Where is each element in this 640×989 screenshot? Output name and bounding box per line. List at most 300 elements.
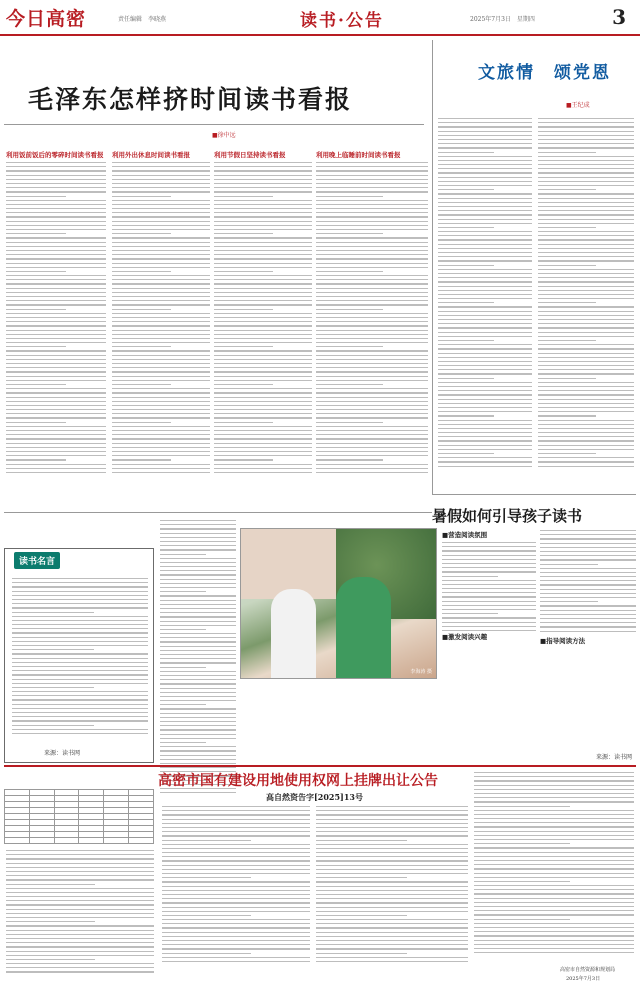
text-line	[316, 392, 428, 393]
text-line	[540, 572, 636, 573]
text-line	[6, 237, 106, 238]
text-line	[538, 156, 634, 157]
quotes-source: 来源：读书网	[44, 750, 81, 757]
text-line	[438, 306, 532, 307]
text-line	[316, 405, 428, 406]
text-line	[538, 440, 634, 441]
text-line	[112, 271, 171, 272]
text-line	[316, 443, 428, 444]
photo-caption: 李海涛 摄	[410, 669, 432, 675]
text-line	[438, 394, 532, 395]
poem-column-2	[538, 118, 634, 470]
text-line	[438, 315, 532, 316]
text-line	[112, 250, 210, 251]
text-line	[474, 935, 634, 936]
text-line	[438, 361, 532, 362]
text-line	[316, 894, 468, 895]
text-line	[162, 894, 310, 895]
text-line	[214, 229, 312, 230]
text-line	[316, 367, 428, 368]
text-line	[316, 877, 407, 878]
text-line	[6, 179, 106, 180]
text-line	[12, 720, 148, 721]
text-line	[538, 369, 634, 370]
text-line	[474, 910, 634, 911]
text-line	[160, 549, 236, 550]
text-line	[538, 461, 634, 462]
text-line	[316, 451, 428, 452]
parcel-table	[4, 789, 154, 844]
text-line	[6, 909, 154, 910]
text-line	[214, 179, 312, 180]
text-line	[12, 607, 148, 608]
text-line	[214, 330, 312, 331]
text-line	[6, 296, 106, 297]
text-line	[12, 591, 148, 592]
text-line	[474, 952, 634, 953]
summer-column-1	[442, 530, 536, 634]
text-line	[538, 256, 634, 257]
text-line	[12, 712, 148, 713]
text-line	[214, 464, 312, 465]
text-line	[12, 674, 148, 675]
text-line	[112, 191, 210, 192]
text-line	[474, 885, 634, 886]
text-line	[438, 365, 532, 366]
text-line	[438, 466, 532, 467]
text-line	[438, 273, 532, 274]
text-line	[438, 336, 532, 337]
text-line	[214, 459, 273, 460]
text-line	[316, 162, 428, 163]
text-line	[442, 542, 536, 543]
text-line	[12, 612, 94, 613]
text-line	[6, 875, 154, 876]
text-line	[160, 755, 236, 756]
text-line	[6, 971, 154, 972]
page-header	[0, 0, 640, 36]
text-line	[540, 618, 636, 619]
text-line	[6, 250, 106, 251]
text-line	[438, 260, 532, 261]
text-line	[538, 281, 634, 282]
text-line	[160, 650, 236, 651]
text-line	[538, 311, 634, 312]
text-line	[160, 604, 236, 605]
text-line	[160, 671, 236, 672]
text-line	[160, 725, 236, 726]
text-line	[112, 309, 171, 310]
text-line	[316, 422, 383, 423]
text-line	[214, 263, 312, 264]
text-line	[538, 248, 634, 249]
text-line	[162, 860, 310, 861]
text-line	[316, 283, 428, 284]
text-line	[112, 409, 210, 410]
text-line	[162, 902, 310, 903]
text-line	[316, 961, 468, 962]
text-line	[6, 267, 106, 268]
text-line	[438, 156, 532, 157]
text-line	[438, 118, 532, 119]
text-line	[540, 580, 636, 581]
text-line	[538, 373, 634, 374]
text-line	[112, 380, 210, 381]
text-line	[316, 317, 428, 318]
subhead-4: 利用晚上临睡前时间读书看报	[316, 151, 401, 159]
text-line	[160, 696, 236, 697]
text-line	[160, 717, 236, 718]
text-line	[438, 403, 532, 404]
text-line	[214, 401, 312, 402]
notice-title: 高密市国有建设用地使用权网上挂牌出让公告	[158, 773, 438, 789]
text-line	[474, 772, 634, 773]
text-line	[6, 946, 154, 947]
text-line	[214, 371, 312, 372]
text-line	[214, 350, 312, 351]
text-line	[160, 537, 236, 538]
text-line	[438, 449, 532, 450]
text-line	[6, 317, 106, 318]
text-line	[438, 143, 532, 144]
text-line	[316, 890, 468, 891]
text-line	[540, 543, 636, 544]
text-line	[538, 298, 634, 299]
text-line	[214, 422, 273, 423]
text-line	[538, 265, 596, 266]
text-line	[438, 348, 532, 349]
text-line	[474, 806, 570, 807]
text-line	[112, 162, 210, 163]
text-line	[538, 181, 634, 182]
text-line	[316, 371, 428, 372]
text-line	[214, 267, 312, 268]
text-line	[112, 422, 171, 423]
text-line	[538, 219, 634, 220]
text-line	[160, 708, 236, 709]
text-line	[538, 466, 634, 467]
text-line	[112, 447, 210, 448]
text-line	[474, 835, 634, 836]
notice-number: 高自然资告字[2025]13号	[266, 792, 363, 802]
text-line	[6, 422, 66, 423]
text-line	[438, 277, 532, 278]
summer-source: 来源：读书网	[596, 754, 633, 761]
text-line	[438, 152, 494, 153]
text-line	[438, 281, 532, 282]
text-line	[316, 187, 428, 188]
text-line	[12, 662, 148, 663]
text-line	[316, 233, 383, 234]
text-line	[442, 580, 536, 581]
text-line	[316, 334, 428, 335]
text-line	[474, 889, 634, 890]
text-line	[160, 688, 236, 689]
text-line	[538, 403, 634, 404]
text-line	[442, 617, 536, 618]
text-line	[214, 237, 312, 238]
text-line	[162, 907, 310, 908]
text-line	[316, 430, 428, 431]
text-line	[6, 359, 106, 360]
text-line	[112, 187, 210, 188]
text-line	[162, 944, 310, 945]
text-line	[214, 275, 312, 276]
text-line	[112, 313, 210, 314]
text-line	[442, 605, 536, 606]
text-line	[214, 300, 312, 301]
text-line	[112, 438, 210, 439]
text-line	[316, 856, 468, 857]
text-line	[12, 641, 148, 642]
text-line	[160, 591, 206, 592]
text-line	[160, 692, 236, 693]
poem-title: 文旅情 颂党恩	[478, 63, 611, 83]
text-line	[112, 330, 210, 331]
text-line	[538, 386, 634, 387]
text-line	[6, 938, 154, 939]
text-line	[538, 390, 634, 391]
text-line	[112, 376, 210, 377]
text-line	[112, 359, 210, 360]
text-line	[214, 200, 312, 201]
text-line	[538, 319, 634, 320]
text-line	[474, 927, 634, 928]
text-line	[160, 566, 236, 567]
text-line	[112, 451, 210, 452]
text-line	[12, 691, 148, 692]
text-line	[162, 936, 310, 937]
text-line	[6, 258, 106, 259]
text-line	[12, 699, 148, 700]
text-line	[316, 852, 468, 853]
text-line	[214, 409, 312, 410]
text-line	[214, 208, 312, 209]
text-line	[214, 376, 312, 377]
text-line	[538, 336, 634, 337]
text-line	[112, 443, 210, 444]
article-column-4	[316, 148, 428, 476]
section-title: 读书·公告	[300, 11, 384, 31]
text-line	[112, 263, 210, 264]
text-line	[438, 248, 532, 249]
text-line	[214, 438, 312, 439]
text-line	[438, 461, 532, 462]
text-line	[160, 616, 236, 617]
text-line	[112, 459, 171, 460]
text-line	[6, 871, 154, 872]
text-line	[6, 191, 106, 192]
text-line	[538, 453, 596, 454]
text-line	[112, 405, 210, 406]
text-line	[442, 596, 536, 597]
text-line	[316, 898, 468, 899]
text-line	[316, 355, 428, 356]
text-line	[6, 304, 106, 305]
text-line	[438, 265, 494, 266]
text-line	[438, 319, 532, 320]
text-line	[538, 365, 634, 366]
text-line	[316, 923, 468, 924]
text-line	[112, 175, 210, 176]
text-line	[112, 283, 210, 284]
text-line	[214, 242, 312, 243]
text-line	[538, 252, 634, 253]
text-line	[6, 371, 106, 372]
issue-date: 2025年7月3日 星期四	[470, 16, 535, 23]
text-line	[316, 447, 428, 448]
text-line	[538, 344, 634, 345]
text-line	[112, 204, 210, 205]
text-line	[540, 589, 636, 590]
summer-point-3: ■指导阅读方法	[540, 637, 586, 645]
text-line	[474, 797, 634, 798]
text-line	[538, 122, 634, 123]
text-line	[162, 827, 310, 828]
text-line	[6, 438, 106, 439]
text-line	[6, 346, 66, 347]
text-line	[316, 296, 428, 297]
text-line	[6, 242, 106, 243]
text-line	[538, 235, 634, 236]
text-line	[12, 666, 148, 667]
text-line	[316, 380, 428, 381]
text-line	[538, 239, 634, 240]
text-line	[112, 464, 210, 465]
text-line	[474, 793, 634, 794]
text-line	[438, 210, 532, 211]
text-line	[160, 738, 236, 739]
text-line	[316, 948, 468, 949]
text-line	[474, 940, 634, 941]
text-line	[160, 729, 236, 730]
text-line	[214, 359, 312, 360]
text-line	[214, 221, 312, 222]
notice-issuer: 高密市自然资源和规划局	[560, 967, 616, 973]
text-line	[162, 957, 310, 958]
text-line	[438, 290, 532, 291]
text-line	[6, 166, 106, 167]
text-line	[6, 246, 106, 247]
text-line	[438, 122, 532, 123]
text-line	[12, 616, 148, 617]
text-line	[316, 388, 428, 389]
text-line	[112, 246, 210, 247]
text-line	[6, 455, 106, 456]
text-line	[316, 325, 428, 326]
text-line	[540, 593, 636, 594]
text-line	[6, 417, 106, 418]
text-line	[162, 844, 310, 845]
text-line	[442, 622, 536, 623]
text-line	[438, 420, 532, 421]
text-line	[538, 361, 634, 362]
text-line	[214, 334, 312, 335]
text-line	[316, 170, 428, 171]
text-line	[438, 390, 532, 391]
text-line	[112, 413, 210, 414]
text-line	[12, 582, 148, 583]
text-line	[162, 848, 310, 849]
text-line	[316, 932, 468, 933]
text-line	[438, 219, 532, 220]
text-line	[6, 330, 106, 331]
text-line	[442, 584, 536, 585]
text-line	[438, 298, 532, 299]
text-line	[438, 214, 532, 215]
text-line	[162, 873, 310, 874]
text-line	[538, 231, 634, 232]
text-line	[438, 235, 532, 236]
text-line	[6, 216, 106, 217]
masthead-logo: 今日高密	[6, 8, 87, 30]
text-line	[214, 342, 312, 343]
editor-credit: 责任编辑 李晓燕	[118, 16, 167, 23]
text-line	[214, 397, 312, 398]
text-line	[6, 934, 154, 935]
text-line	[214, 338, 312, 339]
text-line	[474, 923, 634, 924]
text-line	[160, 654, 236, 655]
text-line	[538, 378, 596, 379]
text-line	[112, 455, 210, 456]
text-line	[316, 342, 428, 343]
text-line	[316, 309, 383, 310]
text-line	[438, 436, 532, 437]
text-line	[12, 620, 148, 621]
text-line	[12, 729, 148, 730]
text-line	[438, 294, 532, 295]
text-line	[316, 200, 428, 201]
text-line	[214, 309, 273, 310]
text-line	[442, 613, 498, 614]
text-line	[6, 850, 154, 851]
text-line	[160, 667, 206, 668]
text-line	[214, 254, 312, 255]
text-line	[214, 380, 312, 381]
text-line	[162, 810, 310, 811]
text-line	[214, 258, 312, 259]
text-line	[316, 267, 428, 268]
text-line	[6, 917, 154, 918]
text-line	[474, 931, 634, 932]
text-line	[162, 869, 310, 870]
text-line	[538, 327, 634, 328]
text-line	[438, 177, 532, 178]
text-line	[474, 780, 634, 781]
text-line	[316, 250, 428, 251]
text-line	[316, 919, 468, 920]
text-line	[538, 198, 634, 199]
text-line	[112, 321, 210, 322]
text-line	[316, 944, 468, 945]
text-line	[12, 670, 148, 671]
text-line	[540, 551, 636, 552]
text-line	[540, 576, 636, 577]
text-line	[6, 921, 95, 922]
text-line	[6, 263, 106, 264]
notice-column-3	[474, 772, 634, 956]
text-line	[316, 321, 428, 322]
text-line	[112, 338, 210, 339]
text-line	[474, 822, 634, 823]
text-line	[214, 417, 312, 418]
text-line	[112, 355, 210, 356]
text-line	[12, 725, 94, 726]
notice-column-0	[6, 850, 154, 976]
text-line	[112, 472, 210, 473]
text-line	[214, 183, 312, 184]
